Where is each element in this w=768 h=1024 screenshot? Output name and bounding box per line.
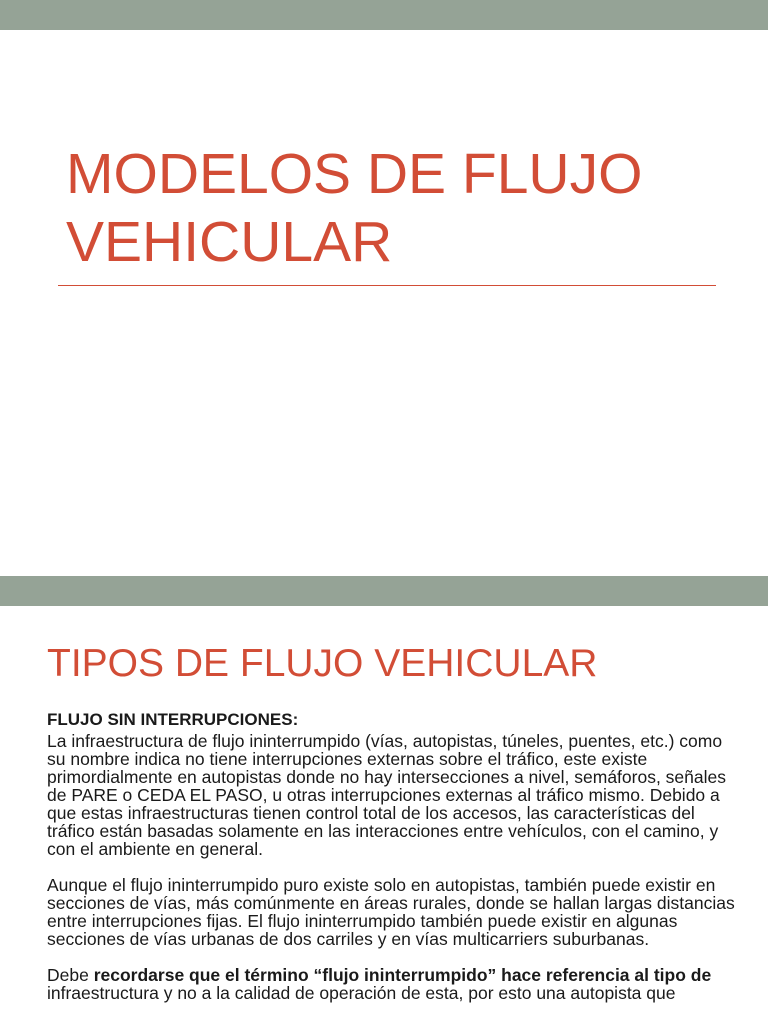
paragraph-3 (47, 966, 737, 1002)
section-heading: FLUJO SIN INTERRUPCIONES: (47, 710, 299, 729)
paragraph-2: Aunque el flujo ininterrumpido puro existe solo en autopistas, también puede existir en secciones de vías, más comúnmente en áreas rurales, donde se hallan largas distancias entre interrupciones fijas. El flujo ininterrumpido también puede existir en algunas secciones de vías urbanas de dos carriles y en vías multicarriers suburbanas. (47, 875, 735, 949)
slide2-header-band (0, 576, 768, 606)
slide1-title-divider (58, 285, 716, 286)
slide2-body (47, 711, 737, 1020)
slide2-title: TIPOS DE FLUJO VEHICULAR (47, 642, 598, 685)
paragraph-3-rest: infraestructura y no a la calidad de operación de esta, por esto una autopista que (47, 983, 676, 1003)
paragraph-3-bold: recordarse que el término “flujo ininterrumpido” hace referencia al tipo de (93, 965, 712, 985)
slide1-header-band (0, 0, 768, 30)
paragraph-1: La infraestructura de flujo ininterrumpido (vías, autopistas, túneles, puentes, etc.) como su nombre indica no tiene interrupciones externas sobre el tráfico, este existe primordialmente en autopistas donde no hay intersecciones a nivel, semáforos, señales de PARE o CEDA EL PASO, u otras interrupciones externas al tráfico mismo. Debido a que estas infraestructuras tienen control total de los accesos, las características del tráfico están basadas solamente en las interacciones entre vehículos, con el camino, y con el ambiente en general. (47, 731, 726, 859)
paragraph-3-lead: Debe (47, 965, 94, 985)
slide1-title: MODELOS DE FLUJO VEHICULAR (66, 142, 643, 274)
